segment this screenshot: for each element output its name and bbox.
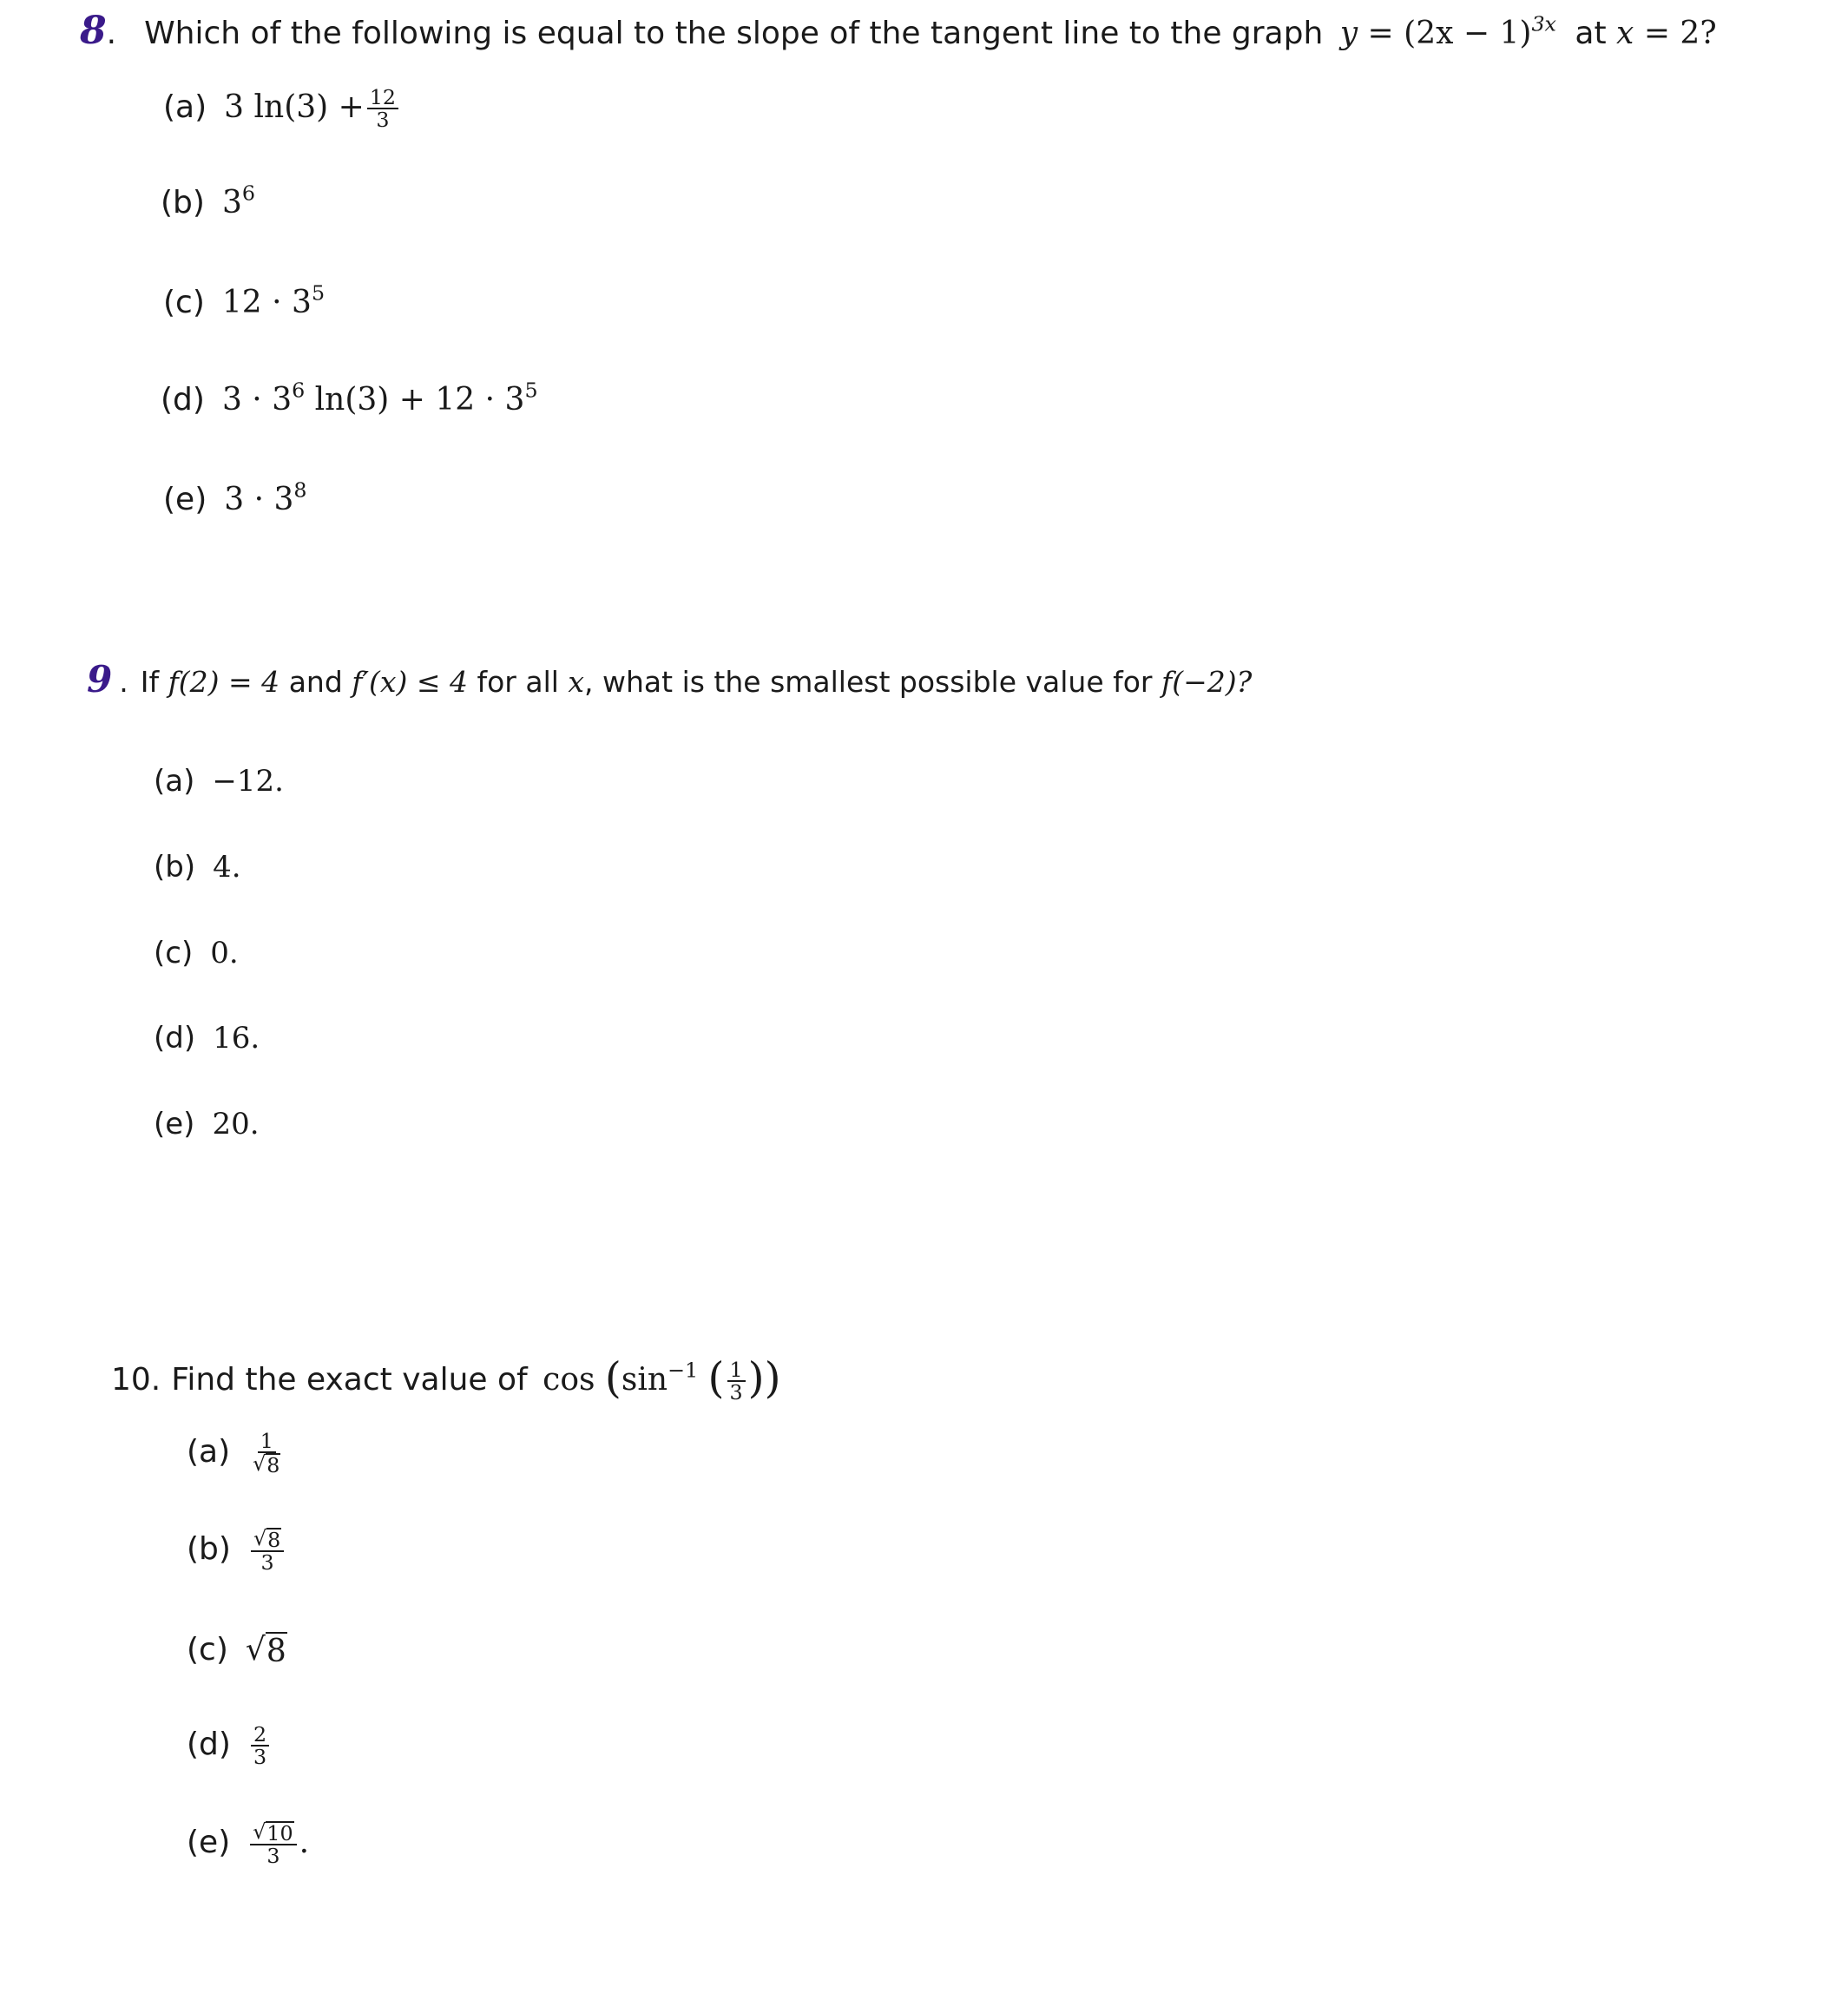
sqrt bbox=[253, 1453, 280, 1476]
fraction-denominator: 3 bbox=[260, 1550, 274, 1576]
q9-and-word: and bbox=[288, 665, 343, 699]
q10-option-d[interactable] bbox=[187, 1722, 272, 1770]
q8-eq: = bbox=[1367, 16, 1394, 51]
q8-at-val: = 2? bbox=[1643, 16, 1717, 51]
fraction-denominator: 3 bbox=[729, 1380, 743, 1404]
option-label: (a) bbox=[187, 1434, 231, 1470]
radical-sign: √ bbox=[253, 1819, 266, 1844]
option-label: (b) bbox=[187, 1531, 231, 1568]
option-label: (e) bbox=[163, 482, 207, 517]
q8-at-word: at bbox=[1575, 16, 1607, 51]
q9-option-e[interactable] bbox=[154, 1107, 260, 1141]
question-9-prompt bbox=[87, 658, 1252, 701]
option-value: 0. bbox=[210, 936, 239, 970]
option-label: (e) bbox=[154, 1107, 195, 1141]
q8-option-e[interactable] bbox=[163, 477, 307, 517]
option-value: −12. bbox=[212, 764, 284, 799]
option-e-tail: . bbox=[299, 1825, 310, 1861]
q9-option-c[interactable] bbox=[154, 936, 239, 970]
radical-sign: √ bbox=[253, 1451, 266, 1477]
question-10-number: 10. bbox=[111, 1362, 161, 1398]
fraction-denominator: 3 bbox=[376, 108, 390, 133]
option-label: (e) bbox=[187, 1825, 231, 1861]
option-b-base: 3 bbox=[221, 185, 242, 220]
option-d-term2: ln(3) + 12 · 3 bbox=[305, 382, 525, 418]
option-label: (d) bbox=[187, 1727, 231, 1763]
q10-option-b[interactable] bbox=[187, 1526, 286, 1576]
option-label: (a) bbox=[154, 764, 195, 799]
radicand: 8 bbox=[267, 1528, 281, 1552]
fraction-denominator: 3 bbox=[253, 1745, 267, 1770]
fraction-numerator: 1 bbox=[727, 1359, 746, 1382]
option-d-exp2: 5 bbox=[524, 378, 538, 403]
fraction-numerator bbox=[251, 1528, 284, 1552]
sqrt bbox=[246, 1632, 287, 1669]
fraction bbox=[250, 1431, 283, 1476]
q9-var: x bbox=[568, 665, 585, 699]
option-label: (b) bbox=[154, 850, 196, 885]
q8-option-a[interactable] bbox=[163, 85, 401, 133]
fraction bbox=[251, 1722, 269, 1770]
q9-condition-2: f′(x) ≤ 4 bbox=[352, 665, 468, 699]
radicand: 8 bbox=[266, 1634, 286, 1669]
fraction bbox=[250, 1819, 296, 1869]
question-9-number: 9 bbox=[87, 658, 113, 701]
q9-rest: , what is the smallest possible value for bbox=[584, 665, 1153, 699]
q10-paren-open-inner: ( bbox=[707, 1354, 725, 1403]
question-10-text: Find the exact value of bbox=[171, 1362, 528, 1398]
option-label: (c) bbox=[163, 285, 205, 320]
question-8-text: Which of the following is equal to the slope of the tangent line to the graph bbox=[144, 16, 1324, 51]
radicand: 10 bbox=[266, 1821, 293, 1845]
q10-paren-close: )) bbox=[747, 1354, 781, 1403]
option-label: (a) bbox=[163, 89, 207, 126]
option-label: (d) bbox=[154, 1021, 196, 1056]
q9-if-word: If bbox=[140, 665, 160, 699]
radicand: 8 bbox=[266, 1453, 280, 1478]
question-8-prompt bbox=[80, 9, 1717, 53]
fraction bbox=[251, 1526, 284, 1576]
fraction-denominator: 3 bbox=[266, 1844, 280, 1869]
q10-paren-open: ( bbox=[604, 1354, 621, 1403]
q8-at-var: x bbox=[1616, 16, 1634, 51]
option-label: (b) bbox=[161, 185, 205, 220]
option-d-exp1: 6 bbox=[292, 378, 306, 403]
fraction bbox=[367, 85, 398, 133]
fraction-numerator: 12 bbox=[367, 87, 398, 109]
sqrt bbox=[253, 1528, 281, 1550]
option-a-expression: 3 ln(3) + bbox=[224, 89, 365, 126]
fraction bbox=[727, 1359, 746, 1403]
option-value: 4. bbox=[213, 850, 241, 885]
q8-func-exp: 3x bbox=[1531, 11, 1556, 36]
q9-for-all: for all bbox=[477, 665, 559, 699]
question-10-prompt bbox=[111, 1354, 781, 1403]
q10-sin: sin bbox=[621, 1362, 668, 1398]
option-label: (c) bbox=[154, 936, 194, 970]
q9-condition-1: f(2) = 4 bbox=[168, 665, 280, 699]
q8-option-b[interactable] bbox=[161, 181, 255, 220]
q8-func-base: (2x − 1) bbox=[1404, 16, 1532, 51]
fraction-numerator bbox=[250, 1821, 296, 1845]
fraction-numerator: 2 bbox=[251, 1724, 269, 1747]
question-8-dot: . bbox=[106, 16, 117, 51]
fraction-numerator: 1 bbox=[258, 1431, 276, 1453]
q10-option-e[interactable] bbox=[187, 1819, 310, 1869]
q9-option-a[interactable] bbox=[154, 764, 284, 799]
option-c-exponent: 5 bbox=[311, 280, 326, 306]
option-d-term1: 3 · 3 bbox=[221, 382, 293, 418]
option-value: 16. bbox=[213, 1021, 260, 1056]
option-label: (c) bbox=[187, 1632, 228, 1668]
q10-cos: cos bbox=[543, 1362, 595, 1398]
question-8-number: 8 bbox=[80, 9, 107, 53]
q9-option-d[interactable] bbox=[154, 1021, 260, 1056]
q10-inverse: −1 bbox=[668, 1358, 699, 1383]
option-e-base: 3 · 3 bbox=[224, 482, 294, 517]
sqrt bbox=[253, 1821, 293, 1844]
q8-option-c[interactable] bbox=[163, 280, 326, 320]
q10-option-c[interactable] bbox=[187, 1632, 287, 1669]
radical-sign: √ bbox=[245, 1632, 266, 1668]
option-label: (d) bbox=[161, 382, 205, 418]
q9-target: f(−2)? bbox=[1161, 665, 1253, 699]
option-b-exponent: 6 bbox=[241, 181, 255, 206]
radical-sign: √ bbox=[253, 1526, 267, 1550]
q10-option-a[interactable] bbox=[187, 1431, 286, 1476]
option-e-exponent: 8 bbox=[293, 477, 307, 503]
fraction-denominator bbox=[250, 1453, 283, 1476]
q9-option-b[interactable] bbox=[154, 850, 241, 885]
q8-func-lhs: y bbox=[1339, 16, 1358, 51]
question-9-dot: . bbox=[119, 665, 128, 699]
option-c-base: 12 · 3 bbox=[221, 285, 312, 320]
q8-option-d[interactable] bbox=[161, 378, 538, 418]
option-value: 20. bbox=[212, 1107, 260, 1141]
